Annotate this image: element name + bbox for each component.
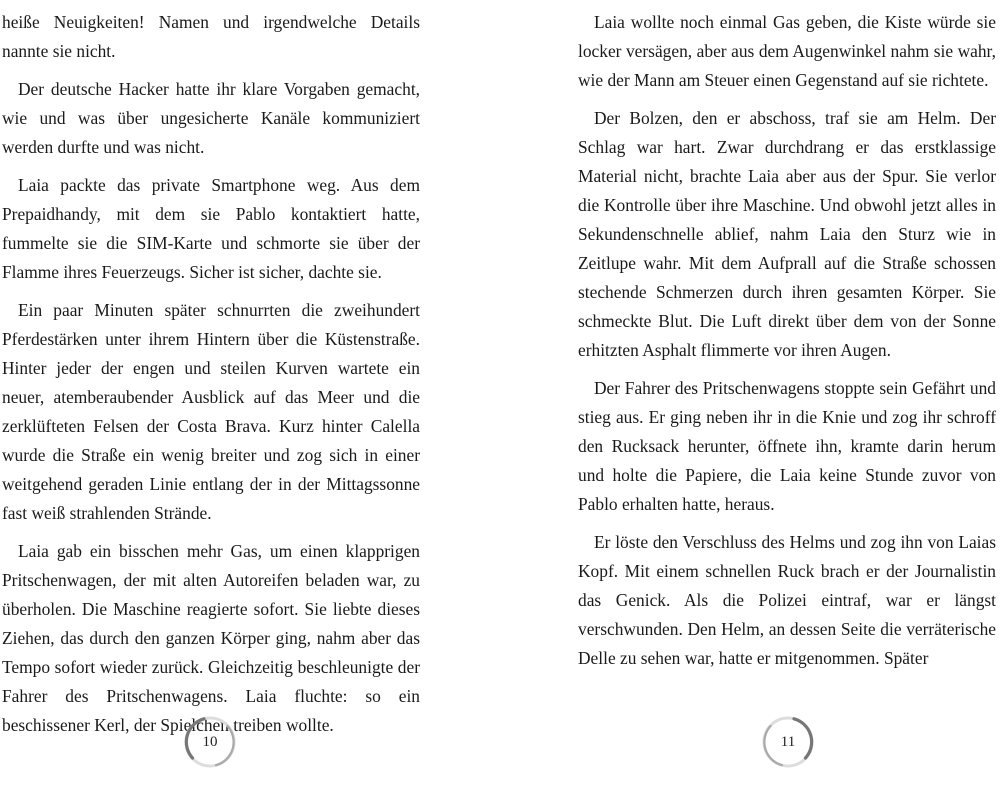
right-paragraph-3: Der Fahrer des Pritschenwagens stoppte sein Gefährt und stieg aus. Er ging neben ihr in die Knie und zog ihr schroff den Rucksack herunter, öffnete ihn, kramte darin herum und holte die Papiere, die Laia keine Stunde zuvor von Pablo erhalten hatte, heraus.	[578, 378, 996, 514]
left-paragraph-2: Der deutsche Hacker hatte ihr klare Vorgaben gemacht, wie und was über ungesicherte Kanäle kommuniziert werden durfte und was nicht.	[2, 79, 420, 157]
right-paragraph-2: Der Bolzen, den er abschoss, traf sie am Helm. Der Schlag war hart. Zwar durchdrang er das erstklassige Material nicht, brachte Laia aber aus der Spur. Sie verlor die Kontrolle über ihre Maschine. Und obwohl jetzt alles in Sekundenschnelle ablief, nahm Laia den Sturz wie in Zeitlupe wahr. Mit dem Aufprall auf die Straße schossen stechende Schmerzen durch ihren gesamten Körper. Sie schmeckte Blut. Die Luft direkt über dem von der Sonne erhitzten Asphalt flimmerte vor ihren Augen.	[578, 108, 996, 360]
left-paragraph-3: Laia packte das private Smartphone weg. Aus dem Prepaidhandy, mit dem sie Pablo kontaktiert hatte, fummelte sie die SIM-Karte und schmorte sie über der Flamme ihres Feuerzeugs. Sicher ist sicher, dachte sie.	[2, 175, 420, 282]
left-paragraph-1: heiße Neuigkeiten! Namen und irgendwelche Details nannte sie nicht.	[2, 12, 420, 61]
right-page	[578, 8, 996, 673]
left-paragraph-4: Ein paar Minuten später schnurrten die zweihundert Pferdestärken unter ihrem Hintern über die Küstenstraße. Hinter jeder der engen und steilen Kurven wartete ein neuer, atemberaubender Ausblick auf das Meer und die zerklüfteten Felsen der Costa Brava. Kurz hinter Calella wurde die Straße ein wenig breiter und zog sich in einer weitgehend geraden Linie entlang der in der Mittagssonne fast weiß strahlenden Strände.	[2, 300, 420, 523]
left-paragraph-5: Laia gab ein bisschen mehr Gas, um einen klapprigen Pritschenwagen, der mit alten Autoreifen beladen war, zu überholen. Die Maschine reagierte sofort. Sie liebte dieses Ziehen, das durch den ganzen Körper ging, nahm aber das Tempo sofort wieder zurück. Gleichzeitig beschleunigte der Fahrer des Pritschenwagens. Laia fluchte: so ein beschissener Kerl, der Spielchen treiben wollte.	[2, 541, 420, 735]
page-number-left-label: 10	[202, 734, 218, 750]
page-number-right-label: 11	[780, 734, 796, 750]
right-paragraph-4: Er löste den Verschluss des Helms und zog ihn von Laias Kopf. Mit einem schnellen Ruck brach er der Journalistin das Genick. Als die Polizei eintraf, war er längst verschwunden. Den Helm, an dessen Seite die verräterische Delle zu sehen war, hatte er mitgenommen. Später	[578, 532, 996, 668]
page-number-right	[760, 714, 816, 770]
right-paragraph-1: Laia wollte noch einmal Gas geben, die Kiste würde sie locker versägen, aber aus dem Augenwinkel nahm sie wahr, wie der Mann am Steuer einen Gegenstand auf sie richtete.	[578, 12, 996, 90]
page-number-left	[182, 714, 238, 770]
left-page	[2, 8, 420, 740]
